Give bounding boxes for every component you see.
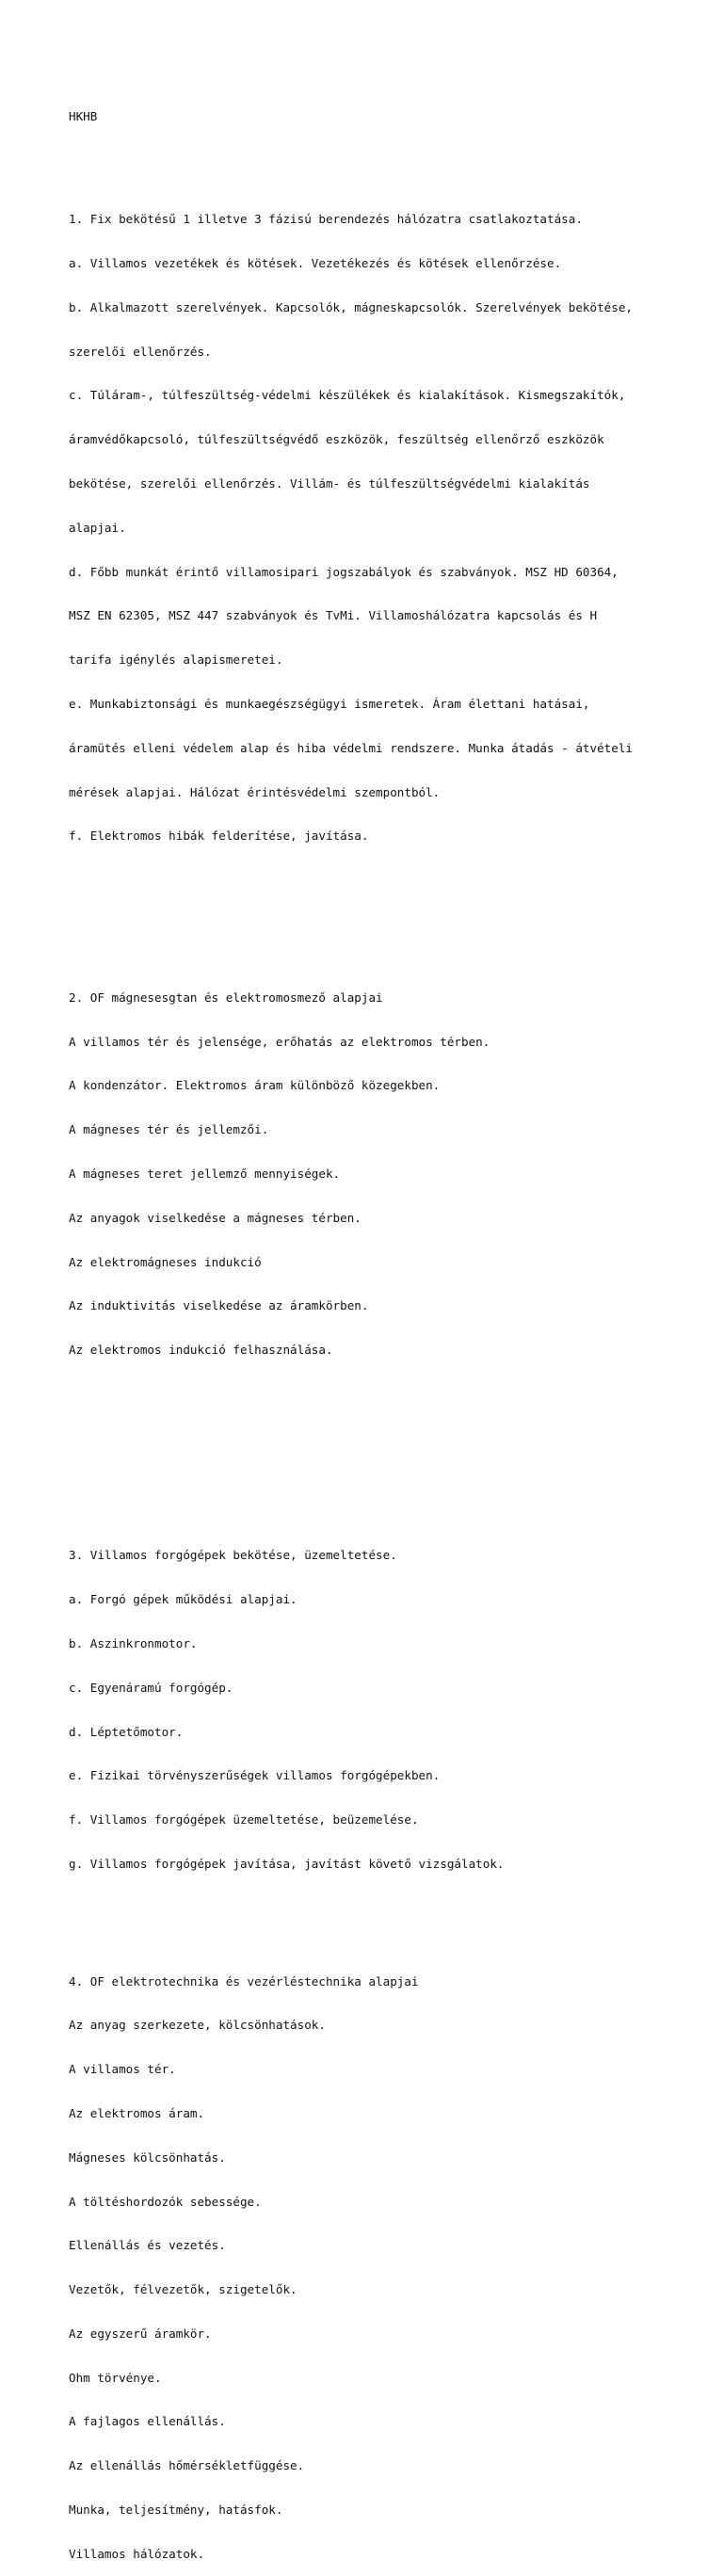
section-1-line: f. Elektromos hibák felderítése, javítása. — [69, 829, 369, 844]
section-1-line: áramütés elleni védelem alap és hiba védelmi rendszere. Munka átadás - átvételi — [69, 740, 633, 755]
section-2-line: A mágneses teret jellemző mennyiségek. — [69, 1166, 341, 1181]
spacer — [69, 1445, 709, 1460]
section-2-line: Az induktivitás viselkedése az áramkörben. — [69, 1298, 369, 1313]
section-2-line: Az elektromágneses indukció — [69, 1254, 262, 1269]
section-4-line: A fajlagos ellenállás. — [69, 2414, 226, 2429]
section-3-line: b. Aszinkronmotor. — [69, 1635, 198, 1650]
section-4-line: Az elektromos áram. — [69, 2105, 205, 2120]
spacer — [69, 888, 709, 903]
section-1-line: d. Főbb munkát érintő villamosipari jogszabályok és szabványok. MSZ HD 60364, — [69, 564, 619, 579]
section-4-line: A töltéshordozók sebessége. — [69, 2194, 262, 2209]
spacer — [69, 1915, 709, 1930]
document-title: HKHB — [69, 109, 98, 124]
spacer — [69, 153, 709, 169]
spacer — [69, 1489, 709, 1505]
document-page — [69, 80, 709, 2576]
section-1-line: szerelői ellenőrzés. — [69, 344, 212, 359]
section-3-title: 3. Villamos forgógépek bekötése, üzemeltetése. — [69, 1548, 397, 1563]
section-4-line: Az anyag szerkezete, kölcsönhatások. — [69, 2018, 326, 2033]
section-4-line: A villamos tér. — [69, 2062, 176, 2077]
section-4-title: 4. OF elektrotechnika és vezérléstechnika alapjai — [69, 1973, 419, 1988]
section-2-line: A mágneses tér és jellemzői. — [69, 1122, 269, 1137]
section-2-line: Az anyagok viselkedése a mágneses térben. — [69, 1210, 362, 1225]
section-1-line: alapjai. — [69, 520, 126, 535]
section-3-line: f. Villamos forgógépek üzemeltetése, beüzemelése. — [69, 1812, 419, 1827]
section-4-line: Ellenállás és vezetés. — [69, 2238, 226, 2253]
section-4-line: Ohm törvénye. — [69, 2370, 162, 2385]
section-4-line: Munka, teljesítmény, hatásfok. — [69, 2502, 283, 2517]
section-4-line: Az egyszerű áramkör. — [69, 2326, 212, 2341]
section-3-line: g. Villamos forgógépek javítása, javítást követő vizsgálatok. — [69, 1856, 505, 1871]
spacer — [69, 931, 709, 946]
section-1-line: bekötése, szerelői ellenőrzés. Villám- és túlfeszültségvédelmi kialakítás — [69, 476, 590, 491]
section-4-line: Mágneses kölcsönhatás. — [69, 2149, 226, 2165]
section-1-line: tarifa igénylés alapismeretei. — [69, 652, 283, 668]
section-1-line: áramvédőkapcsoló, túlfeszültségvédő eszközök, feszültség ellenőrző eszközök — [69, 432, 604, 447]
section-3-line: d. Léptetőmotor. — [69, 1724, 184, 1739]
section-2-line: A villamos tér és jelensége, erőhatás az elektromos térben. — [69, 1034, 490, 1049]
section-1-line: a. Villamos vezetékek és kötések. Vezetékezés és kötések ellenőrzése. — [69, 256, 562, 271]
section-4-line: Villamos hálózatok. — [69, 2546, 205, 2561]
section-1-line: mérések alapjai. Hálózat érintésvédelmi szempontból. — [69, 784, 441, 799]
section-1-line: e. Munkabiztonsági és munkaegészségügyi ismeretek. Áram élettani hatásai, — [69, 696, 590, 711]
section-1-line: b. Alkalmazott szerelvények. Kapcsolók, mágneskapcsolók. Szerelvények bekötése, — [69, 299, 633, 314]
section-3-line: a. Forgó gépek működési alapjai. — [69, 1592, 297, 1607]
section-1-line: c. Túláram-, túlfeszültség-védelmi készülékek és kialakítások. Kismegszakítók, — [69, 388, 626, 403]
section-4-line: Az ellenállás hőmérsékletfüggése. — [69, 2458, 305, 2473]
section-1-title: 1. Fix bekötésű 1 illetve 3 fázisú berendezés hálózatra csatlakoztatása. — [69, 212, 583, 227]
section-2-line: A kondenzátor. Elektromos áram különböző közegekben. — [69, 1078, 441, 1093]
section-3-line: c. Egyenáramú forgógép. — [69, 1680, 233, 1695]
section-2-title: 2. OF mágnesesgtan és elektromosmező alapjai — [69, 990, 383, 1005]
section-2-line: Az elektromos indukció felhasználása. — [69, 1343, 333, 1358]
section-3-line: e. Fizikai törvényszerűségek villamos forgógépekben. — [69, 1768, 441, 1783]
spacer — [69, 1401, 709, 1416]
section-1-line: MSZ EN 62305, MSZ 447 szabványok és TvMi. Villamoshálózatra kapcsolás és H — [69, 608, 598, 623]
section-4-line: Vezetők, félvezetők, szigetelők. — [69, 2282, 297, 2297]
